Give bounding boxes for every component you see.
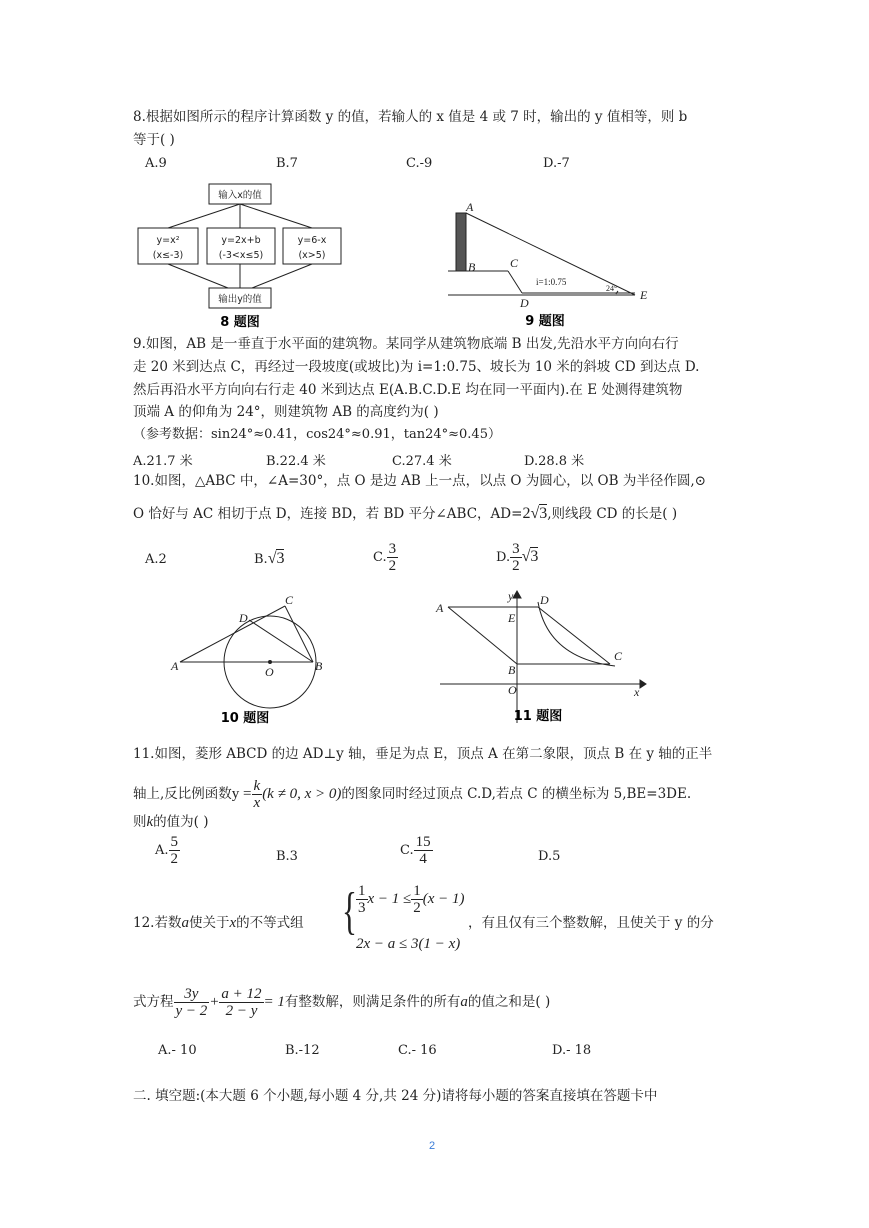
fig11-label-x: x [634, 685, 640, 699]
q11-option-a: A. $\frac{5}{2}$ [155, 834, 179, 867]
fig11-label-e: E [508, 611, 516, 625]
figure-9-caption: 9 题图 [525, 314, 565, 329]
q11-line1: 11.如图，菱形 ABCD 的边 AD⊥y 轴，垂足为点 E，顶点 A 在第二象限，顶点 B 在 y 轴的正半 [133, 746, 713, 762]
q9-line4: 顶端 A 的仰角为 24°，则建筑物 AB 的高度约为( ) [133, 404, 439, 420]
q10-line2-text: O 恰好与 AC 相切于点 D，连接 BD，若 BD 平分∠ABC，AD= [133, 506, 523, 522]
q10-option-b: B.√3 [254, 550, 285, 567]
q10-line1: 10.如图，△ABC 中，∠A=30°，点 O 是边 AB 上一点，以点 O 为圆心，以 OB 为半径作圆,⊙ [133, 473, 706, 489]
fig10-label-b: B [315, 659, 323, 673]
q10-line2: O 恰好与 AC 相切于点 D，连接 BD，若 BD 平分∠ABC，AD=2√3,则线段 CD 的长是( ) [133, 505, 678, 522]
q12-option-d: D.- 18 [552, 1043, 592, 1058]
fig11-label-a: A [436, 601, 444, 615]
fig11-label-b: B [508, 663, 516, 677]
flow-box1-cond: (x≤-3) [152, 250, 184, 261]
q10-ad-coef: 2 [522, 505, 531, 522]
flow-box3-cond: (x>5) [298, 250, 326, 261]
q11-option-c: C. $\frac{15}{4}$ [400, 834, 431, 867]
q12-inequality-2: 2x − a ≤ 3(1 − x) [356, 936, 461, 952]
q9-option-b: B.22.4 米 [266, 454, 326, 469]
fig10-label-o: O [265, 665, 274, 679]
fig9-label-b: B [468, 260, 476, 274]
flow-box3-formula: y=6-x [297, 235, 327, 246]
fig10-label-c: C [285, 593, 294, 607]
fig10-label-d: D [239, 611, 248, 625]
q8-option-a: A.9 [145, 156, 167, 171]
q10-option-a: A.2 [145, 552, 167, 567]
q12-line2: 式方程 $\frac{3y}{y - 2}$ + $\frac{a + 12}{2 - y}$ = 1有整数解，则满足条件的所有a的值之和是( ) [133, 986, 551, 1019]
q8-option-c: C.-9 [406, 156, 433, 171]
q11-line3: 则k的值为( ) [133, 814, 209, 830]
q8-line2: 等于( ) [133, 132, 175, 148]
figure-10-circle [165, 590, 340, 726]
fig11-label-y: y [508, 589, 514, 603]
figure-8-caption: 8 题图 [220, 315, 260, 330]
figure-8-flowchart [130, 178, 360, 330]
q10-ad-radicand: 3 [539, 505, 548, 522]
flow-box1-formula: y=x² [156, 235, 180, 246]
figure-11-rhombus [430, 588, 650, 726]
q9-line3: 然后再沿水平方向向右行走 40 米到达点 E(A.B.C.D.E 均在同一平面内).在 E 处测得建筑物 [133, 382, 683, 398]
flow-output-box: 输出y的值 [218, 294, 262, 305]
q9-option-d: D.28.8 米 [524, 454, 585, 469]
fig9-label-a: A [466, 200, 474, 214]
flow-input-box: 输入x的值 [218, 190, 262, 201]
q12-option-a: A.- 10 [158, 1043, 197, 1058]
q9-option-a: A.21.7 米 [133, 454, 193, 469]
fig9-label-c: C [510, 256, 519, 270]
q11-option-d: D.5 [538, 849, 561, 864]
q11-option-b: B.3 [276, 849, 298, 864]
figure-9-slope [440, 195, 660, 331]
fig9-angle-label: 24° [606, 284, 618, 293]
q9-option-c: C.27.4 米 [392, 454, 452, 469]
q9-line1: 9.如图，AB 是一垂直于水平面的建筑物。某同学从建筑物底端 B 出发,先沿水平方向向右行 [133, 336, 679, 352]
flow-box2-formula: y=2x+b [221, 235, 261, 246]
q12-brace: { [342, 883, 357, 940]
q12-lead: 12.若数a使关于x的不等式组 [133, 915, 304, 931]
q10-line2-tail: ,则线段 CD 的长是( ) [547, 506, 678, 522]
q10-option-c: C. $\frac{3}{2}$ [373, 541, 397, 574]
figure-10-caption: 10 题图 [220, 711, 270, 726]
fig9-label-d: D [520, 296, 529, 310]
fig11-label-o: O [508, 683, 517, 697]
fig11-label-d: D [540, 593, 549, 607]
q9-line2: 走 20 米到达点 C，再经过一段坡度(或坡比)为 i=1:0.75、坡长为 10 米的斜坡 CD 到达点 D. [133, 359, 700, 375]
q11-line2: 轴上,反比例函数y = $\frac{k}{x}$ (k ≠ 0, x > 0)的图象同时经过顶点 C.D,若点 C 的横坐标为 5,BE=3DE. [133, 778, 692, 811]
q8-option-d: D.-7 [543, 156, 570, 171]
flow-box2-cond: (-3<x≤5) [218, 250, 264, 261]
q12-inequality-1: $\frac{1}{3}$ x − 1 ≤ $\frac{1}{2}$ (x − 1) [358, 883, 465, 916]
q9-line5: （参考数据：sin24°≈0.41，cos24°≈0.91，tan24°≈0.45） [133, 427, 501, 442]
q10-option-d: D. $\frac{3}{2}$ √3 [496, 541, 539, 574]
fig9-slope-label: i=1:0.75 [536, 277, 567, 287]
q8-option-b: B.7 [276, 156, 298, 171]
q12-tail: ，有且仅有三个整数解，且使关于 y 的分 [468, 915, 714, 931]
fig10-label-a: A [171, 659, 179, 673]
q8-line1: 8.根据如图所示的程序计算函数 y 的值，若输人的 x 值是 4 或 7 时，输出的 y 值相等，则 b [133, 109, 688, 125]
fig11-label-c: C [614, 649, 623, 663]
figure-11-caption: 11 题图 [513, 709, 563, 724]
fig9-label-e: E [640, 288, 648, 302]
q12-option-b: B.-12 [285, 1043, 320, 1058]
page-number: 2 [429, 1140, 436, 1152]
section-2-heading: 二. 填空题:(本大题 6 个小题,每小题 4 分,共 24 分)请将每小题的答案直接填在答题卡中 [133, 1088, 658, 1104]
q12-option-c: C.- 16 [398, 1043, 437, 1058]
